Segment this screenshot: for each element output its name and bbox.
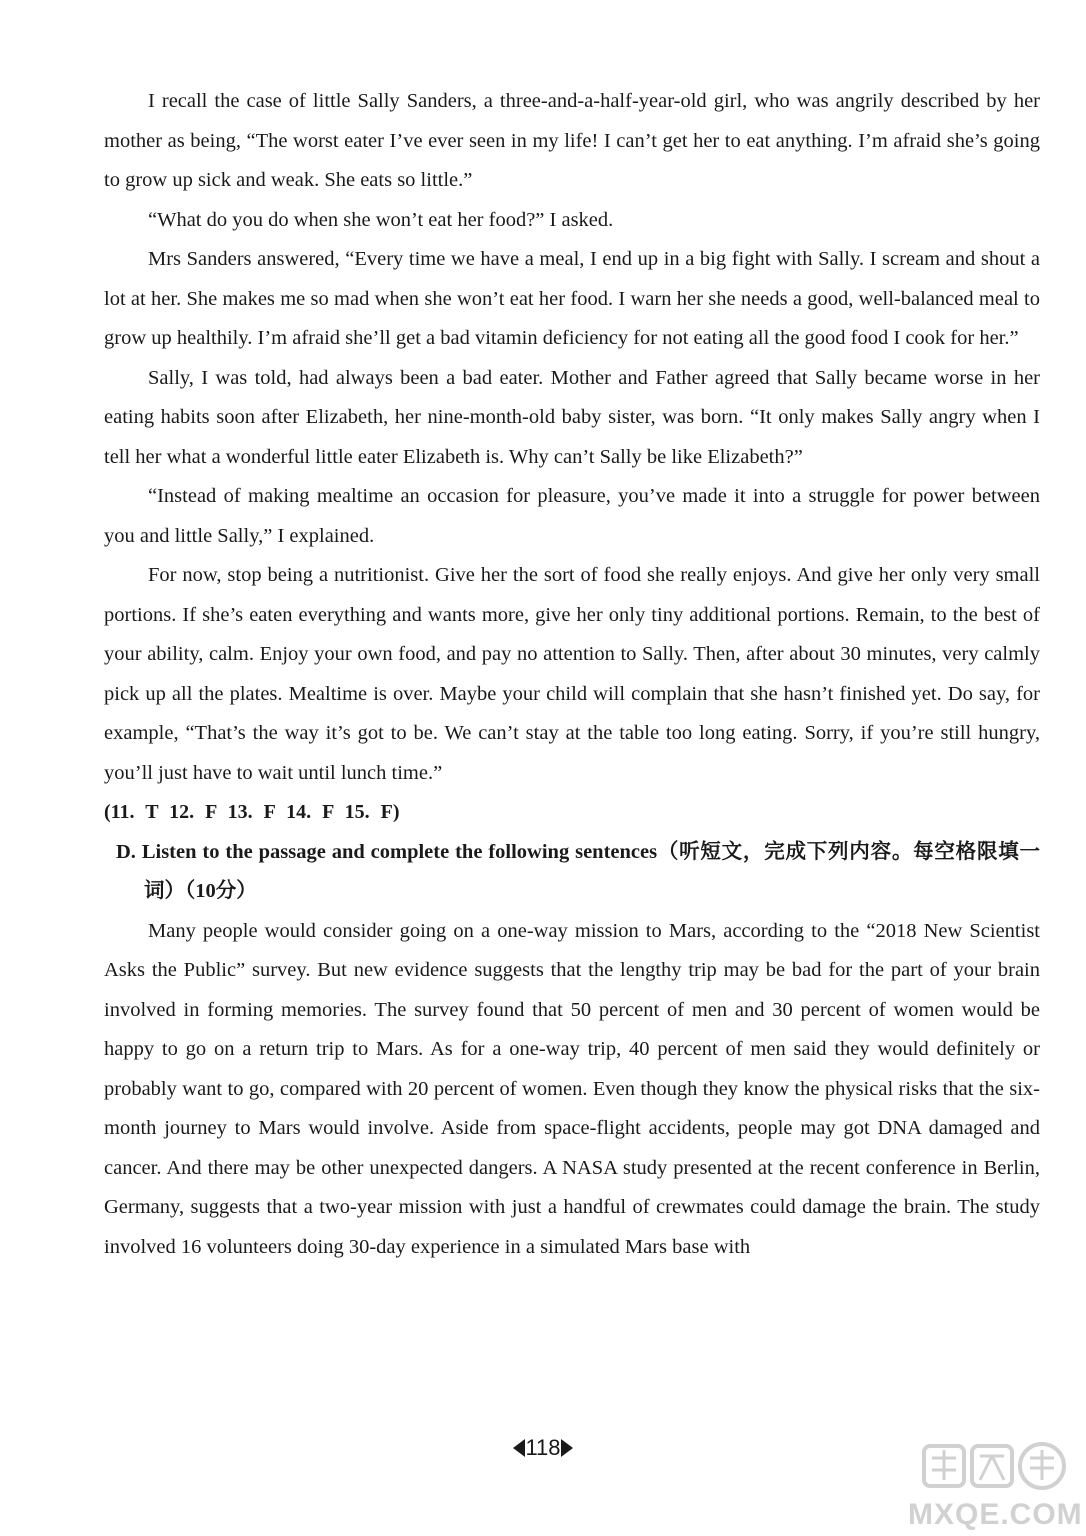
paragraph-sally-case: I recall the case of little Sally Sanders, a three-and-a-half-year-old girl, who was angrily described by her mother as being, “The worst eater I’ve ever seen in my life! I can’t get her to eat anything. I’m afraid she’s going to grow up sick and weak. She eats so little.” bbox=[104, 90, 1040, 191]
paragraph-bad-eater: Sally, I was told, had always been a bad eater. Mother and Father agreed that Sally became worse in her eating habits soon after Elizabeth, her nine-month-old baby sister, was born. “It only makes Sally angry when I tell her what a wonderful little eater Elizabeth is. Why can’t Sally be like Elizabeth?” bbox=[104, 366, 1040, 468]
page-number-value: 118 bbox=[525, 1435, 561, 1460]
paragraph-mrs-sanders-answer: Mrs Sanders answered, “Every time we have a meal, I end up in a big fight with Sally. I scream and shout a lot at her. She makes me so mad when she won’t eat her food. I warn her she needs a good, well-balanced meal to grow up healthily. I’m afraid she’ll get a bad vitamin deficiency for not eating all the good food I cook for her.” bbox=[104, 248, 1040, 349]
section-d-heading: D. Listen to the passage and complete the following sentences（听短文，完成下列内容。每空格限填一词）（10分） bbox=[116, 840, 1040, 902]
watermark-text: MXQE.COM bbox=[908, 1498, 1083, 1531]
paragraph-explanation: “Instead of making mealtime an occasion for pleasure, you’ve made it into a struggle for power between you and little Sally,” I explained. bbox=[104, 485, 1040, 547]
answer-key: (11. T 12. F 13. F 14. F 15. F) bbox=[104, 801, 400, 823]
triangle-right-icon bbox=[561, 1439, 573, 1457]
watermark bbox=[906, 1440, 1083, 1532]
watermark-logo-icon bbox=[906, 1440, 1076, 1500]
paragraph-mars-mission: Many people would consider going on a one-way mission to Mars, according to the “2018 New Scientist Asks the Public” survey. But new evidence suggests that the lengthy trip may be bad for the part of your brain involved in forming memories. The survey found that 50 percent of men and 30 percent of women would be happy to go on a return trip to Mars. As for a one-way trip, 40 percent of men said they would definitely or probably want to go, compared with 20 percent of women. Even though they know the physical risks that the six-month journey to Mars would involve. Aside from space-flight accidents, people may got DNA damaged and cancer. And there may be other unexpected dangers. A NASA study presented at the recent conference in Berlin, Germany, suggests that a two-year mission with just a handful of crewmates could damage the brain. The study involved 16 volunteers doing 30-day experience in a simulated Mars base with bbox=[104, 919, 1040, 1258]
paragraph-question: “What do you do when she won’t eat her food?” I asked. bbox=[148, 208, 614, 231]
document-body bbox=[104, 82, 1040, 1267]
paragraph-advice: For now, stop being a nutritionist. Give her the sort of food she really enjoys. And give her only very small portions. If she’s eaten everything and wants more, give her only tiny additional portions. Remain, to the best of your ability, calm. Enjoy your own food, and pay no attention to Sally. Then, after about 30 minutes, very calmly pick up all the plates. Mealtime is over. Maybe your child will complain that she hasn’t finished yet. Do say, for example, “That’s the way it’s got to be. We can’t stay at the table too long eating. Sorry, if you’re still hungry, you’ll just have to wait until lunch time.” bbox=[104, 564, 1040, 784]
triangle-left-icon bbox=[513, 1439, 525, 1457]
